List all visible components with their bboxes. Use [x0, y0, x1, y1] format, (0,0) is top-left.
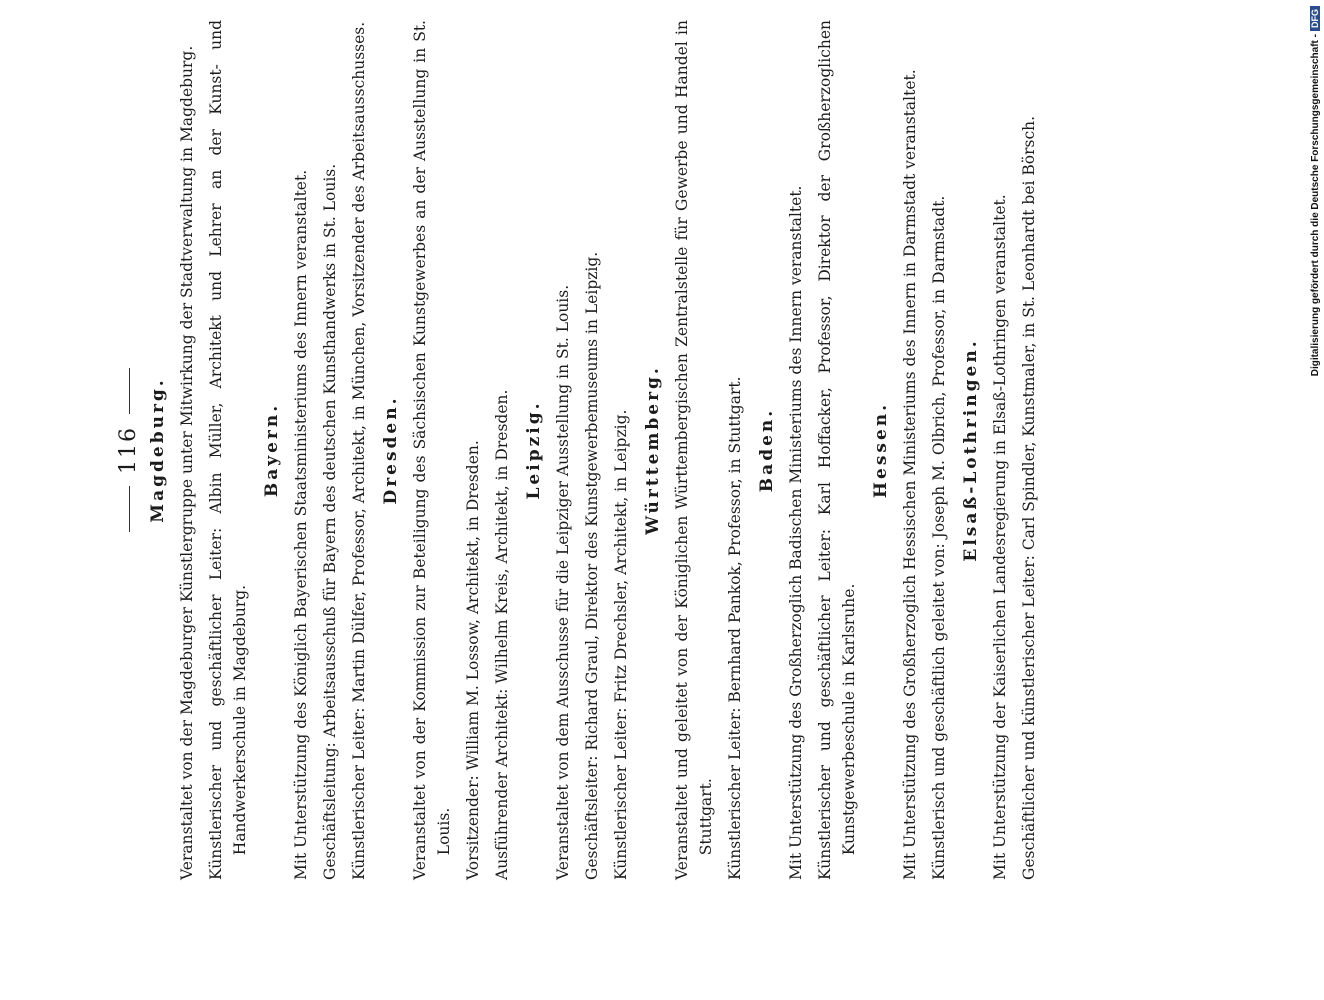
section-heading: Magdeburg. — [148, 377, 168, 523]
section-dresden — [383, 20, 514, 880]
funding-note — [1306, 6, 1324, 394]
section-line: Mit Unterstützung der Kaiserlichen Landesregierung in Elsaß-Lothringen veranstaltet. — [991, 194, 1009, 880]
section-heading: Leipzig. — [524, 400, 544, 500]
section-heading: Bayern. — [262, 402, 282, 498]
section-line: Künstlerischer und geschäftlicher Leiter: Albin Müller, Architekt und Lehrer an der Kunst- und Handwerkerschule in Magdeburg. — [207, 20, 249, 880]
funding-note-text: Digitalisierung gefördert durch die Deutsche Forschungsgemeinschaft - — [1309, 34, 1321, 377]
section-heading: Baden. — [757, 407, 777, 493]
section-line: Veranstaltet von der Magdeburger Künstlergruppe unter Mitwirkung der Stadtverwaltung in Magdeburg. — [178, 45, 196, 880]
section-heading: Dresden. — [381, 395, 401, 505]
funding-badge — [1306, 6, 1324, 394]
section-line: Künstlerischer Leiter: Bernhard Pankok, Professor, in Stuttgart. — [726, 376, 744, 880]
section-line: Veranstaltet von dem Ausschusse für die Leipziger Ausstellung in St. Louis. — [554, 284, 572, 880]
section-elsass-lothringen — [963, 20, 1041, 880]
section-heading: Hessen. — [871, 401, 891, 499]
section-magdeburg — [150, 20, 252, 880]
section-line: Ausführender Architekt: Wilhelm Kreis, Architekt, in Dresden. — [493, 389, 511, 880]
section-line: Veranstaltet von der Kommission zur Beteiligung des Sächsischen Kunstgewerbes an der Ausstellung in St. Louis. — [411, 20, 453, 880]
section-line: Veranstaltet und geleitet von der Königlichen Württembergischen Zentralstelle für Gewerbe und Handel in Stuttgart. — [673, 20, 715, 880]
section-line: Mit Unterstützung des Großherzoglich Hessischen Ministeriums des Innern in Darmstadt veranstaltet. — [901, 69, 919, 880]
section-line: Mit Unterstützung des Königlich Bayerischen Staatsministeriums des Innern veranstaltet. — [292, 169, 310, 880]
rotated-document-page — [100, 20, 1210, 880]
section-baden — [759, 20, 861, 880]
section-line: Geschäftsleitung: Arbeitsausschuß für Bayern des deutschen Kunsthandwerks in St. Louis. — [321, 163, 339, 880]
section-line: Geschäftlicher und künstlerischer Leiter: Carl Spindler, Kunstmaler, in St. Leonhardt bei Börsch. — [1020, 115, 1038, 880]
section-wuerttemberg — [645, 20, 747, 880]
section-bayern — [264, 20, 371, 880]
page-number-dash-right — [129, 368, 130, 414]
section-line: Künstlerischer und geschäftlicher Leiter: Karl Hoffacker, Professor, Direktor der Großherzoglichen Kunstgewerbeschule in Karlsruhe. — [816, 20, 858, 880]
section-leipzig — [526, 20, 633, 880]
page-number-dash-left — [129, 486, 130, 532]
section-line: Mit Unterstützung des Großherzoglich Badischen Ministeriums des Innern veranstaltet. — [787, 185, 805, 880]
section-line: Künstlerischer Leiter: Martin Dülfer, Professor, Architekt, in München, Vorsitzender des Arbeitsausschusses. — [350, 21, 368, 880]
section-heading: Elsaß-Lothringen. — [961, 338, 981, 562]
section-line: Geschäftsleiter: Richard Graul, Direktor des Kunstgewerbemuseums in Leipzig. — [583, 251, 601, 880]
page-number-text: 116 — [116, 426, 141, 474]
section-line: Künstlerisch und geschäftlich geleitet von: Joseph M. Olbrich, Professor, in Darmstadt. — [930, 195, 948, 880]
section-hessen — [873, 20, 951, 880]
dfg-logo-icon: DFG — [1310, 6, 1320, 31]
page-number — [118, 20, 140, 880]
section-line: Vorsitzender: William M. Lossow, Architekt, in Dresden. — [464, 440, 482, 880]
section-heading: Württemberg. — [643, 365, 663, 535]
section-line: Künstlerischer Leiter: Fritz Drechsler, Architekt, in Leipzig. — [612, 409, 630, 880]
